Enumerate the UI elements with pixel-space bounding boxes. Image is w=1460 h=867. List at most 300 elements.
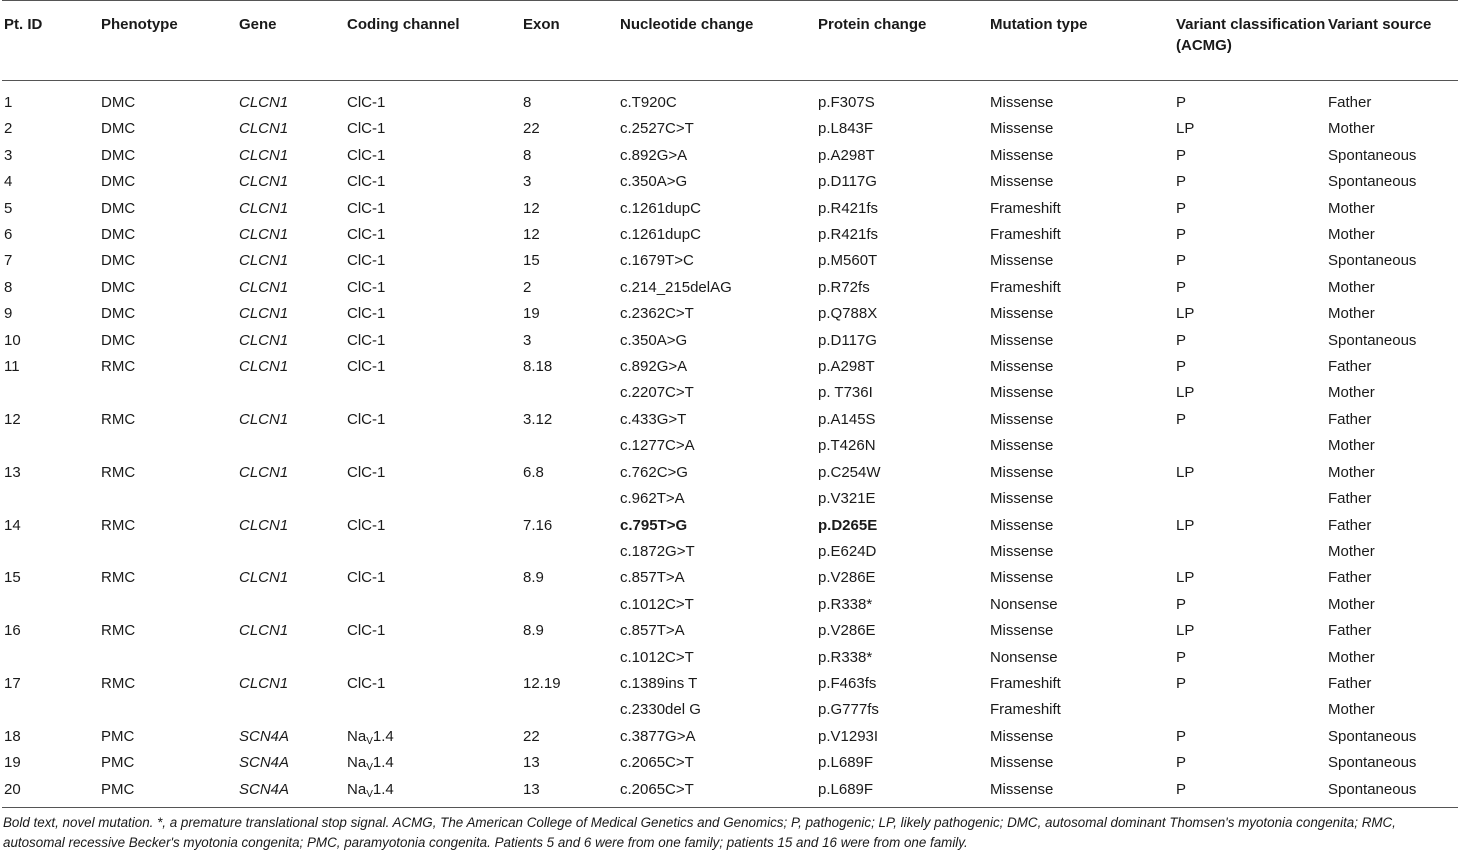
cell-pt-id: 6 [4,226,13,244]
header-nucleotide-change: Nucleotide change [620,16,754,33]
cell-variant-classification: LP [1176,463,1195,481]
cell-coding-channel [345,645,521,671]
cell-exon: 19 [523,305,540,323]
cell-mutation-type: Frameshift [990,674,1061,692]
cell-nucleotide-change: c.1679T>C [620,252,694,270]
cell-protein-change: p.E624D [818,542,877,560]
cell-coding-channel: ClC-1 [347,410,386,428]
cell-coding-channel: ClC-1 [347,516,386,534]
table-row [2,777,1458,808]
cell-exon: 6.8 [523,463,544,481]
cell-exon: 12.19 [523,674,561,692]
cell-protein-change: p.R338* [818,595,873,613]
cell-phenotype: PMC [101,780,135,798]
cell-gene [237,380,345,406]
cell-coding-channel: ClC-1 [347,120,386,138]
table-row [2,565,1458,591]
cell-coding-channel: ClC-1 [347,173,386,191]
cell-exon [521,539,618,565]
cell-pt-id: 2 [4,120,13,138]
cell-variant-source: Mother [1328,463,1375,481]
table-row [2,539,1458,565]
cell-gene [237,433,345,459]
table-row [2,513,1458,539]
cell-nucleotide-change: c.3877G>A [620,727,696,745]
cell-nucleotide-change: c.857T>A [620,569,685,587]
cell-protein-change: p.L843F [818,120,874,138]
cell-protein-change: p.L689F [818,754,874,772]
cell-gene [237,486,345,512]
cell-mutation-type: Missense [990,622,1054,640]
cell-pt-id [2,645,99,671]
cell-coding-channel: ClC-1 [347,305,386,323]
cell-phenotype: RMC [101,358,136,376]
table-row [2,380,1458,406]
cell-protein-change: p.L689F [818,780,874,798]
table-row [2,460,1458,486]
cell-variant-source: Mother [1328,595,1375,613]
table-row [2,592,1458,618]
cell-variant-classification: LP [1176,516,1195,534]
cell-phenotype: RMC [101,463,136,481]
table-row [2,169,1458,195]
cell-gene: CLCN1 [239,410,289,428]
cell-variant-source: Spontaneous [1328,727,1417,745]
cell-exon: 7.16 [523,516,553,534]
cell-variant-source: Mother [1328,701,1375,719]
cell-phenotype: RMC [101,569,136,587]
cell-mutation-type: Missense [990,754,1054,772]
cell-variant-source: Spontaneous [1328,146,1417,164]
cell-gene: CLCN1 [239,252,289,270]
cell-variant-classification: P [1176,595,1187,613]
cell-coding-channel: ClC-1 [347,674,386,692]
cell-gene: SCN4A [239,754,290,772]
cell-phenotype: DMC [101,252,136,270]
cell-nucleotide-change: c.1012C>T [620,595,694,613]
cell-protein-change: p.R421fs [818,199,879,217]
table-body [2,81,1458,808]
cell-exon [521,645,618,671]
cell-phenotype: DMC [101,120,136,138]
cell-exon [521,697,618,723]
cell-variant-classification: LP [1176,622,1195,640]
cell-gene: SCN4A [239,727,290,745]
cell-protein-change: p.F307S [818,94,875,111]
cell-protein-change: p.D265E [818,516,878,534]
cell-pt-id [2,697,99,723]
cell-phenotype [99,539,237,565]
cell-pt-id: 4 [4,173,13,191]
cell-gene: CLCN1 [239,305,289,323]
cell-pt-id: 7 [4,252,13,270]
cell-coding-channel [345,539,521,565]
cell-variant-source: Mother [1328,384,1375,402]
cell-variant-classification: P [1176,278,1187,296]
cell-exon [521,380,618,406]
cell-pt-id [2,380,99,406]
table-row [2,750,1458,776]
cell-phenotype [99,486,237,512]
cell-protein-change: p.D117G [818,173,877,191]
cell-gene [237,697,345,723]
cell-pt-id: 16 [4,622,21,640]
cell-gene: CLCN1 [239,173,289,191]
cell-pt-id: 1 [4,94,13,111]
cell-variant-source: Mother [1328,120,1375,138]
cell-variant-source: Mother [1328,278,1375,296]
cell-phenotype: DMC [101,226,136,244]
cell-coding-channel: ClC-1 [347,569,386,587]
cell-mutation-type: Frameshift [990,278,1061,296]
cell-variant-source: Father [1328,516,1372,534]
cell-protein-change: p.R338* [818,648,873,666]
table-row [2,143,1458,169]
cell-phenotype: PMC [101,754,135,772]
cell-coding-channel: $Na_V1.4$ [347,727,394,747]
cell-coding-channel: $Na_V1.4$ [347,780,394,800]
cell-variant-source: Mother [1328,437,1375,455]
cell-variant-source: Spontaneous [1328,252,1417,270]
cell-protein-change: p.V286E [818,569,876,587]
cell-exon: 2 [523,278,532,296]
cell-nucleotide-change: c.1277C>A [620,437,695,455]
cell-exon [521,486,618,512]
cell-pt-id [2,592,99,618]
cell-mutation-type: Nonsense [990,595,1058,613]
cell-gene: CLCN1 [239,358,289,376]
cell-coding-channel: ClC-1 [347,146,386,164]
cell-mutation-type: Missense [990,569,1054,587]
cell-phenotype [99,645,237,671]
cell-nucleotide-change: c.892G>A [620,358,688,376]
cell-gene: CLCN1 [239,226,289,244]
cell-mutation-type: Missense [990,146,1054,164]
cell-pt-id: 3 [4,146,13,164]
cell-protein-change: p.A145S [818,410,876,428]
table-row [2,275,1458,301]
cell-variant-source: Spontaneous [1328,331,1417,349]
cell-mutation-type: Missense [990,542,1054,560]
cell-exon: 8 [523,146,532,164]
cell-variant-classification: LP [1176,120,1195,138]
cell-coding-channel: ClC-1 [347,358,386,376]
cell-exon: 8 [523,94,532,111]
cell-pt-id: 9 [4,305,13,323]
cell-variant-source: Spontaneous [1328,173,1417,191]
cell-gene: CLCN1 [239,94,289,111]
cell-protein-change: p.R421fs [818,226,879,244]
cell-nucleotide-change: c.214_215delAG [620,278,732,296]
cell-exon: 12 [523,199,540,217]
table-row [2,724,1458,750]
cell-pt-id [2,433,99,459]
cell-nucleotide-change: c.2362C>T [620,305,694,323]
cell-pt-id: 8 [4,278,13,296]
cell-variant-source: Mother [1328,199,1375,217]
cell-exon: 3 [523,331,532,349]
cell-coding-channel: ClC-1 [347,226,386,244]
cell-gene [237,645,345,671]
cell-protein-change: p.R72fs [818,278,870,296]
table-row [2,697,1458,723]
cell-exon [521,592,618,618]
cell-variant-classification: P [1176,648,1187,666]
cell-phenotype [99,380,237,406]
cell-variant-source: Mother [1328,542,1375,560]
cell-phenotype [99,697,237,723]
cell-mutation-type: Missense [990,410,1054,428]
cell-exon [521,433,618,459]
cell-protein-change: p.V321E [818,490,876,508]
cell-variant-classification: P [1176,674,1187,692]
cell-pt-id: 13 [4,463,21,481]
cell-coding-channel: ClC-1 [347,199,386,217]
cell-exon: 12 [523,226,540,244]
cell-mutation-type: Missense [990,305,1054,323]
cell-pt-id: 11 [4,358,20,376]
cell-nucleotide-change: c.T920C [620,94,677,111]
header-phenotype: Phenotype [101,16,178,33]
table-row [2,618,1458,644]
cell-nucleotide-change: c.2527C>T [620,120,694,138]
cell-phenotype: DMC [101,199,136,217]
cell-phenotype: RMC [101,622,136,640]
cell-nucleotide-change: c.795T>G [620,516,688,534]
cell-nucleotide-change: c.857T>A [620,622,685,640]
table-row [2,222,1458,248]
cell-mutation-type: Missense [990,120,1054,138]
cell-phenotype: DMC [101,278,136,296]
table-header [2,1,1458,81]
cell-variant-source: Father [1328,622,1372,640]
header-exon: Exon [523,16,560,33]
header-coding-channel: Coding channel [347,16,460,33]
cell-variant-classification: P [1176,780,1187,798]
cell-phenotype: RMC [101,410,136,428]
cell-protein-change: p.T426N [818,437,876,455]
cell-protein-change: p.C254W [818,463,881,481]
mutation-table [2,0,1458,808]
cell-nucleotide-change: c.1012C>T [620,648,694,666]
cell-mutation-type: Missense [990,358,1054,376]
cell-gene: CLCN1 [239,622,289,640]
cell-protein-change: p.Q788X [818,305,878,323]
cell-protein-change: p.G777fs [818,701,879,719]
cell-mutation-type: Missense [990,516,1054,534]
cell-pt-id: 10 [4,331,21,349]
cell-variant-source: Father [1328,358,1372,376]
cell-variant-classification: P [1176,410,1187,428]
table-footnote: Bold text, novel mutation. *, a premature translational stop signal. ACMG, The American College of Medical Genetics and Genomics; P, pathogenic; LP, likely pathogenic; DMC, autosomal dominant Thomsen's myotonia congenita; RMC, autosomal recessive Becker's myotonia congenita; PMC, paramyotonia congenita. Patients 5 and 6 were from one family; patients 15 and 16 were from one family. [3,814,1396,850]
cell-nucleotide-change: c.433G>T [620,410,687,428]
cell-coding-channel: ClC-1 [347,94,386,111]
cell-exon: 3.12 [523,410,553,428]
cell-variant-classification: P [1176,252,1187,270]
cell-gene: CLCN1 [239,463,289,481]
cell-exon: 13 [523,780,540,798]
cell-variant-classification: P [1176,146,1187,164]
cell-variant-source: Mother [1328,226,1375,244]
cell-pt-id: 5 [4,199,13,217]
cell-pt-id: 14 [4,516,21,534]
cell-phenotype: RMC [101,674,136,692]
cell-mutation-type: Missense [990,727,1054,745]
cell-pt-id: 17 [4,674,21,692]
cell-gene: CLCN1 [239,278,289,296]
cell-gene [237,592,345,618]
cell-variant-source: Father [1328,410,1372,428]
cell-phenotype [99,433,237,459]
cell-mutation-type: Nonsense [990,648,1058,666]
cell-protein-change: p.D117G [818,331,877,349]
cell-gene: CLCN1 [239,146,289,164]
cell-gene [237,539,345,565]
cell-exon: 8.9 [523,622,544,640]
table-row [2,328,1458,354]
header-variant-classification: Variant classification (ACMG) [1176,16,1326,54]
cell-mutation-type: Missense [990,331,1054,349]
cell-pt-id: 20 [4,780,21,798]
cell-mutation-type: Missense [990,94,1054,111]
cell-mutation-type: Missense [990,173,1054,191]
cell-coding-channel: ClC-1 [347,622,386,640]
cell-variant-source: Spontaneous [1328,754,1417,772]
header-row [2,1,1458,81]
cell-variant-classification: P [1176,727,1187,745]
cell-phenotype [99,592,237,618]
header-protein-change: Protein change [818,16,927,33]
cell-variant-classification [1174,486,1326,512]
cell-pt-id [2,486,99,512]
cell-mutation-type: Frameshift [990,226,1061,244]
cell-gene: CLCN1 [239,569,289,587]
cell-coding-channel [345,380,521,406]
cell-gene: SCN4A [239,780,290,798]
table-row [2,301,1458,327]
cell-protein-change: p. T736I [818,384,873,402]
cell-nucleotide-change: c.2065C>T [620,780,694,798]
cell-exon: 22 [523,120,540,138]
cell-variant-classification: P [1176,226,1187,244]
cell-variant-source: Father [1328,674,1372,692]
cell-variant-classification: LP [1176,384,1195,402]
cell-gene: CLCN1 [239,120,289,138]
cell-mutation-type: Missense [990,437,1054,455]
cell-nucleotide-change: c.1389ins T [620,674,698,692]
cell-phenotype: DMC [101,331,136,349]
cell-variant-classification: LP [1176,569,1195,587]
cell-variant-source: Father [1328,94,1372,111]
table-row [2,354,1458,380]
cell-exon: 13 [523,754,540,772]
cell-mutation-type: Missense [990,252,1054,270]
table-row [2,645,1458,671]
table-row [2,248,1458,274]
header-gene: Gene [239,16,277,33]
cell-nucleotide-change: c.2330del G [620,701,701,719]
cell-nucleotide-change: c.350A>G [620,331,688,349]
cell-exon: 22 [523,727,540,745]
header-pt-id: Pt. ID [4,16,43,33]
cell-mutation-type: Frameshift [990,199,1061,217]
cell-variant-classification: P [1176,331,1187,349]
cell-nucleotide-change: c.762C>G [620,463,688,481]
cell-gene: CLCN1 [239,199,289,217]
cell-phenotype: PMC [101,727,135,745]
cell-pt-id [2,539,99,565]
header-variant-source: Variant source [1328,16,1432,33]
table-row [2,81,1458,117]
cell-exon: 8.9 [523,569,544,587]
cell-variant-classification [1174,433,1326,459]
table-row [2,433,1458,459]
cell-variant-classification: P [1176,173,1187,191]
cell-coding-channel: ClC-1 [347,463,386,481]
cell-variant-source: Father [1328,490,1372,508]
cell-nucleotide-change: c.892G>A [620,146,688,164]
cell-nucleotide-change: c.962T>A [620,490,685,508]
cell-nucleotide-change: c.350A>G [620,173,688,191]
cell-phenotype: DMC [101,146,136,164]
cell-variant-source: Spontaneous [1328,780,1417,798]
cell-nucleotide-change: c.1261dupC [620,199,701,217]
cell-phenotype: RMC [101,516,136,534]
cell-coding-channel [345,592,521,618]
cell-mutation-type: Missense [990,780,1054,798]
cell-coding-channel [345,697,521,723]
cell-variant-source: Mother [1328,305,1375,323]
cell-variant-classification: P [1176,199,1187,217]
cell-mutation-type: Missense [990,463,1054,481]
cell-nucleotide-change: c.2065C>T [620,754,694,772]
cell-mutation-type: Frameshift [990,701,1061,719]
table-row [2,407,1458,433]
cell-mutation-type: Missense [990,490,1054,508]
cell-protein-change: p.A298T [818,358,875,376]
cell-pt-id: 12 [4,410,21,428]
header-mutation-type: Mutation type [990,16,1088,33]
cell-pt-id: 15 [4,569,21,587]
cell-coding-channel: $Na_V1.4$ [347,754,394,774]
cell-phenotype: DMC [101,173,136,191]
cell-variant-classification: LP [1176,305,1195,323]
cell-protein-change: p.F463fs [818,674,877,692]
table-row [2,671,1458,697]
cell-variant-classification: P [1176,358,1187,376]
cell-nucleotide-change: c.1872G>T [620,542,695,560]
cell-coding-channel: ClC-1 [347,331,386,349]
cell-coding-channel [345,486,521,512]
cell-variant-classification [1174,539,1326,565]
cell-exon: 3 [523,173,532,191]
cell-pt-id: 19 [4,754,21,772]
cell-protein-change: p.V286E [818,622,876,640]
cell-phenotype: DMC [101,305,136,323]
cell-protein-change: p.M560T [818,252,878,270]
cell-variant-source: Father [1328,569,1372,587]
cell-nucleotide-change: c.2207C>T [620,384,694,402]
cell-exon: 15 [523,252,540,270]
cell-variant-source: Mother [1328,648,1375,666]
cell-exon: 8.18 [523,358,553,376]
cell-variant-classification: P [1176,94,1187,111]
cell-gene: CLCN1 [239,674,289,692]
table-row [2,486,1458,512]
cell-variant-classification: P [1176,754,1187,772]
cell-coding-channel [345,433,521,459]
cell-mutation-type: Missense [990,384,1054,402]
